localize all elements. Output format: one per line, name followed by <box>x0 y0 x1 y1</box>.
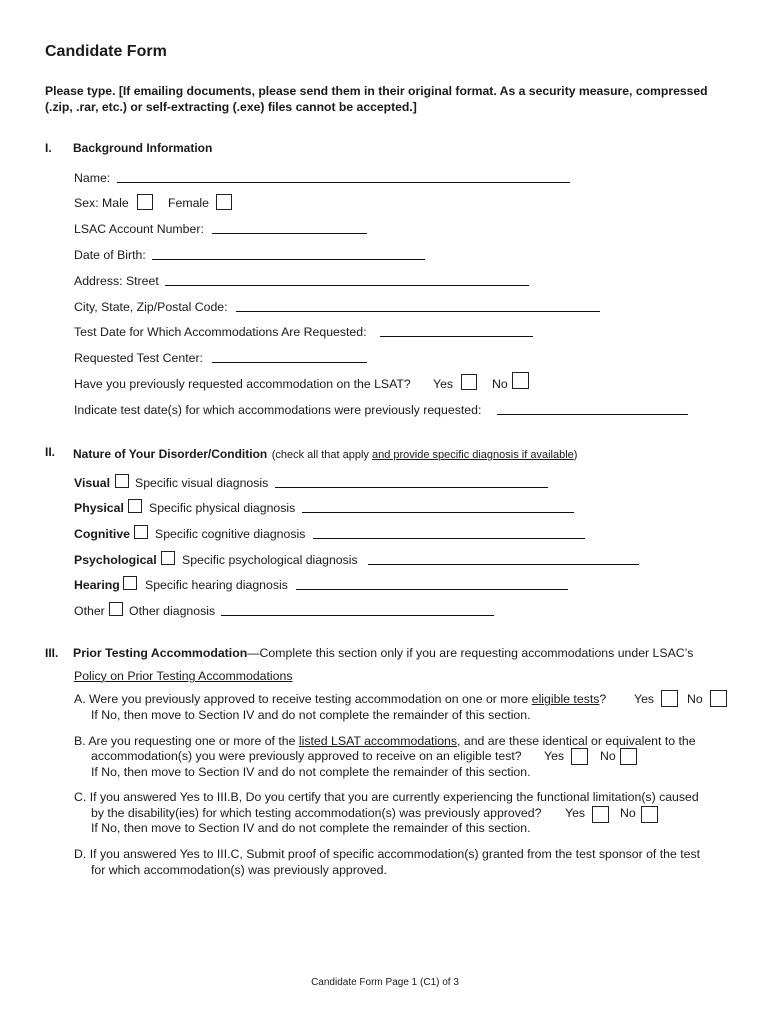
cognitive-diagnosis-field[interactable] <box>313 538 585 539</box>
address-field[interactable] <box>165 285 529 286</box>
question-b-text: B. Are you requesting one or more of the <box>74 734 299 748</box>
physical-diagnosis-field[interactable] <box>302 512 574 513</box>
female-label: Female <box>168 196 210 210</box>
section-2-number: II. <box>45 445 56 459</box>
address-label: Address: Street <box>74 274 159 288</box>
male-checkbox[interactable] <box>137 194 153 210</box>
other-category: Other <box>74 604 105 618</box>
diagnosis-link[interactable]: and provide specific diagnosis if available <box>371 449 574 461</box>
hearing-diagnosis-field[interactable] <box>296 589 568 590</box>
sex-male-label: Sex: Male <box>74 196 129 210</box>
section-3-number: III. <box>45 646 59 660</box>
other-diagnosis-field[interactable] <box>221 615 494 616</box>
physical-checkbox[interactable] <box>128 499 142 513</box>
other-checkbox[interactable] <box>109 602 123 616</box>
question-c-line-3: If No, then move to Section IV and do not complete the remainder of this section. <box>91 821 531 835</box>
question-d-line-1: D. If you answered Yes to III.C, Submit proof of specific accommodation(s) granted from the test sponsor of the test <box>74 847 701 861</box>
section-2-heading <box>73 445 577 463</box>
visual-diagnosis-label: Specific visual diagnosis <box>135 476 269 490</box>
previous-no-label: No <box>492 377 508 391</box>
section-1-number: I. <box>45 141 52 155</box>
lsac-account-label: LSAC Account Number: <box>74 222 204 236</box>
cognitive-category: Cognitive <box>74 527 131 541</box>
page-footer: Candidate Form Page 1 (C1) of 3 <box>311 977 459 988</box>
previous-yes-checkbox[interactable] <box>461 374 477 390</box>
visual-category: Visual <box>74 476 111 490</box>
cognitive-checkbox[interactable] <box>134 525 148 539</box>
question-d-line-2: for which accommodation(s) was previously approved. <box>91 863 387 877</box>
test-center-field[interactable] <box>212 362 367 363</box>
instructions: Please type. [If emailing documents, please send them in their original format. As a security measure, compressed (.zip, .rar, etc.) or self-extracting (.exe) files cannot be accepted.] <box>45 84 708 114</box>
dob-field[interactable] <box>152 259 425 260</box>
question-c-line-1: C. If you answered Yes to III.B, Do you certify that you are currently experiencing the functional limitation(s) caused <box>74 790 699 804</box>
form-title: Candidate Form <box>45 43 167 60</box>
name-label: Name: <box>74 171 111 185</box>
section-2-note-suffix: ) <box>573 449 578 461</box>
question-b-line-3: If No, then move to Section IV and do not complete the remainder of this section. <box>91 765 531 779</box>
section-3-intro: —Complete this section only if you are requesting accommodations under LSAC’s <box>247 646 694 660</box>
dob-label: Date of Birth: <box>74 248 146 262</box>
physical-category: Physical <box>74 501 124 515</box>
previous-yes-label: Yes <box>433 377 454 391</box>
psychological-checkbox[interactable] <box>161 551 175 565</box>
question-a-line-2: If No, then move to Section IV and do not complete the remainder of this section. <box>91 708 531 722</box>
eligible-tests-link[interactable]: eligible tests <box>531 692 600 706</box>
psychological-diagnosis-label: Specific psychological diagnosis <box>182 553 358 567</box>
c-no-checkbox[interactable] <box>641 806 658 823</box>
city-field[interactable] <box>236 311 600 312</box>
previous-no-checkbox[interactable] <box>512 372 529 389</box>
previous-request-question: Have you previously requested accommodation on the LSAT? <box>74 377 411 391</box>
b-no-checkbox[interactable] <box>620 748 637 765</box>
policy-link[interactable]: Policy on Prior Testing Accommodations <box>74 669 293 683</box>
psychological-diagnosis-field[interactable] <box>368 564 639 565</box>
visual-checkbox[interactable] <box>115 474 129 488</box>
a-no-label: No <box>687 692 703 706</box>
city-label: City, State, Zip/Postal Code: <box>74 300 228 314</box>
question-c-line-2: by the disability(ies) for which testing accommodation(s) was previously approved? <box>91 806 542 820</box>
c-no-label: No <box>620 806 636 820</box>
b-yes-checkbox[interactable] <box>571 748 588 765</box>
section-1-title: Background Information <box>73 141 213 155</box>
c-yes-checkbox[interactable] <box>592 806 609 823</box>
name-field[interactable] <box>117 182 570 183</box>
indicate-dates-field[interactable] <box>497 414 688 415</box>
a-yes-checkbox[interactable] <box>661 690 678 707</box>
question-a-suffix: ? <box>599 692 607 706</box>
a-yes-label: Yes <box>634 692 655 706</box>
lsac-account-field[interactable] <box>212 233 367 234</box>
question-a <box>74 692 606 706</box>
section-2-title: Nature of Your Disorder/Condition <box>73 447 268 461</box>
psychological-category: Psychological <box>74 553 157 567</box>
visual-diagnosis-field[interactable] <box>275 487 548 488</box>
b-yes-label: Yes <box>544 749 565 763</box>
lsat-accommodations-link[interactable]: listed LSAT accommodations <box>298 734 458 748</box>
c-yes-label: Yes <box>565 806 586 820</box>
question-b-line-2: accommodation(s) you were previously approved to receive on an eligible test? <box>91 749 522 763</box>
physical-diagnosis-label: Specific physical diagnosis <box>149 501 296 515</box>
test-date-label: Test Date for Which Accommodations Are Requested: <box>74 325 367 339</box>
section-2-note-prefix: (check all that apply <box>271 449 372 461</box>
question-a-text: A. Were you previously approved to receive testing accommodation on one or more <box>74 692 532 706</box>
hearing-diagnosis-label: Specific hearing diagnosis <box>145 578 288 592</box>
section-3-heading <box>73 646 693 660</box>
question-b-suffix: , and are these identical or equivalent to the <box>457 734 696 748</box>
hearing-checkbox[interactable] <box>123 576 137 590</box>
other-diagnosis-label: Other diagnosis <box>129 604 216 618</box>
section-3-title: Prior Testing Accommodation <box>73 646 248 660</box>
cognitive-diagnosis-label: Specific cognitive diagnosis <box>155 527 306 541</box>
indicate-dates-label: Indicate test date(s) for which accommodations were previously requested: <box>74 403 482 417</box>
test-date-field[interactable] <box>380 336 533 337</box>
female-checkbox[interactable] <box>216 194 232 210</box>
hearing-category: Hearing <box>74 578 120 592</box>
test-center-label: Requested Test Center: <box>74 351 203 365</box>
a-no-checkbox[interactable] <box>710 690 727 707</box>
b-no-label: No <box>600 749 616 763</box>
question-b <box>74 734 696 748</box>
